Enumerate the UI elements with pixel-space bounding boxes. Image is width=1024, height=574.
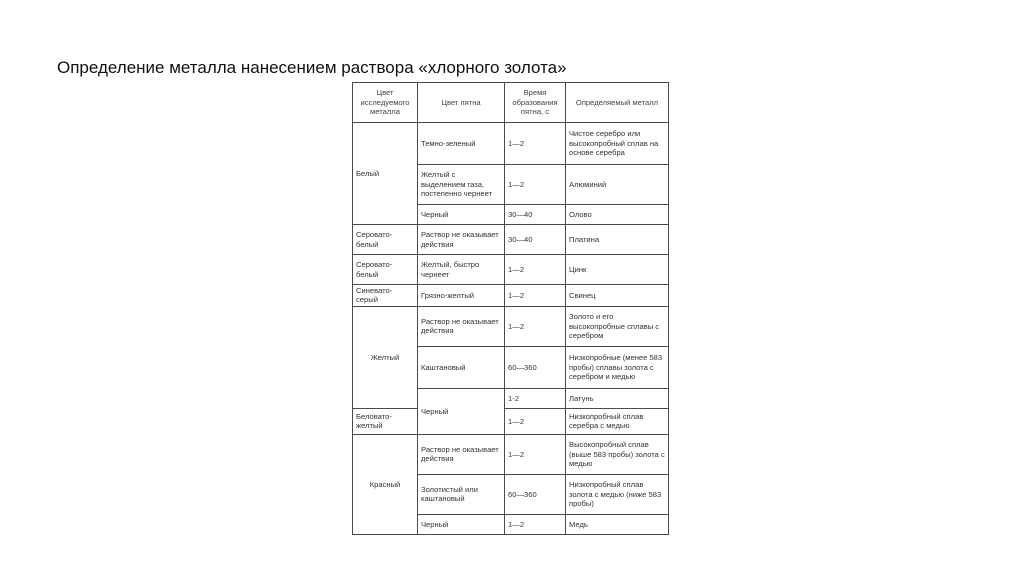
time-cell: 60—360 bbox=[505, 346, 566, 388]
spot-cell: Темно-зеленый bbox=[418, 123, 505, 165]
table-row bbox=[353, 285, 669, 307]
table-row bbox=[353, 408, 669, 434]
time-cell: 1—2 bbox=[505, 285, 566, 307]
time-cell: 1—2 bbox=[505, 165, 566, 205]
metal-cell: Алюминий bbox=[566, 165, 669, 205]
time-cell: 1—2 bbox=[505, 306, 566, 346]
metal-cell: Низкопробный сплав серебра с медью bbox=[566, 408, 669, 434]
group-cell-grayish-white: Серовато-белый bbox=[353, 255, 418, 285]
metal-cell: Медь bbox=[566, 514, 669, 534]
spot-cell: Желтый с выделением газа, постепенно чернеет bbox=[418, 165, 505, 205]
metal-cell: Цинк bbox=[566, 255, 669, 285]
spot-cell: Раствор не оказывает действия bbox=[418, 225, 505, 255]
header-formation-time: Время образования пятна, с bbox=[505, 83, 566, 123]
metal-cell: Высокопробный сплав (выше 583 пробы) золота с медью bbox=[566, 434, 669, 474]
spot-cell: Желтый, быстро чернеет bbox=[418, 255, 505, 285]
group-cell-white: Белый bbox=[353, 123, 418, 225]
spot-cell: Раствор не оказывает действия bbox=[418, 306, 505, 346]
group-cell-yellow: Желтый bbox=[353, 306, 418, 408]
time-cell: 1—2 bbox=[505, 434, 566, 474]
group-cell-grayish-white: Серовато-белый bbox=[353, 225, 418, 255]
table-row bbox=[353, 306, 669, 346]
spot-cell: Золотистый или каштановый bbox=[418, 474, 505, 514]
time-cell: 1—2 bbox=[505, 514, 566, 534]
metal-cell: Свинец bbox=[566, 285, 669, 307]
time-cell: 30—40 bbox=[505, 225, 566, 255]
metal-cell: Платина bbox=[566, 225, 669, 255]
table-row bbox=[353, 225, 669, 255]
metal-cell: Золото и его высокопробные сплавы с серебром bbox=[566, 306, 669, 346]
table-row bbox=[353, 123, 669, 165]
metal-cell: Олово bbox=[566, 205, 669, 225]
table-header-row bbox=[353, 83, 669, 123]
time-cell: 30—40 bbox=[505, 205, 566, 225]
metal-cell: Латунь bbox=[566, 388, 669, 408]
table-row bbox=[353, 434, 669, 474]
metal-identification-table bbox=[352, 82, 669, 535]
group-cell-bluish-gray: Синевато-серый bbox=[353, 285, 418, 307]
header-spot-color: Цвет пятна bbox=[418, 83, 505, 123]
time-cell: 60—360 bbox=[505, 474, 566, 514]
slide-title: Определение металла нанесением раствора «хлорного золота» bbox=[57, 58, 567, 77]
spot-cell-black-merged: Черный bbox=[418, 388, 505, 434]
time-cell: 1-2 bbox=[505, 388, 566, 408]
group-cell-red: Красный bbox=[353, 434, 418, 534]
metal-cell: Низкопробный сплав золота с медью (ниже 583 пробы) bbox=[566, 474, 669, 514]
time-cell: 1—2 bbox=[505, 255, 566, 285]
group-cell-whitish-yellow: Беловато-желтый bbox=[353, 408, 418, 434]
header-metal-color: Цвет исследуемого металла bbox=[353, 83, 418, 123]
spot-cell: Раствор не оказывает действия bbox=[418, 434, 505, 474]
time-cell: 1—2 bbox=[505, 123, 566, 165]
spot-cell: Черный bbox=[418, 205, 505, 225]
metal-cell: Чистое серебро или высокопробный сплав на основе серебра bbox=[566, 123, 669, 165]
time-cell: 1—2 bbox=[505, 408, 566, 434]
metal-cell: Низкопробные (менее 583 пробы) сплавы золота с серебром и медью bbox=[566, 346, 669, 388]
spot-cell: Грязно-желтый bbox=[418, 285, 505, 307]
table-row bbox=[353, 255, 669, 285]
spot-cell: Черный bbox=[418, 514, 505, 534]
spot-cell: Каштановый bbox=[418, 346, 505, 388]
header-detected-metal: Определяемый металл bbox=[566, 83, 669, 123]
